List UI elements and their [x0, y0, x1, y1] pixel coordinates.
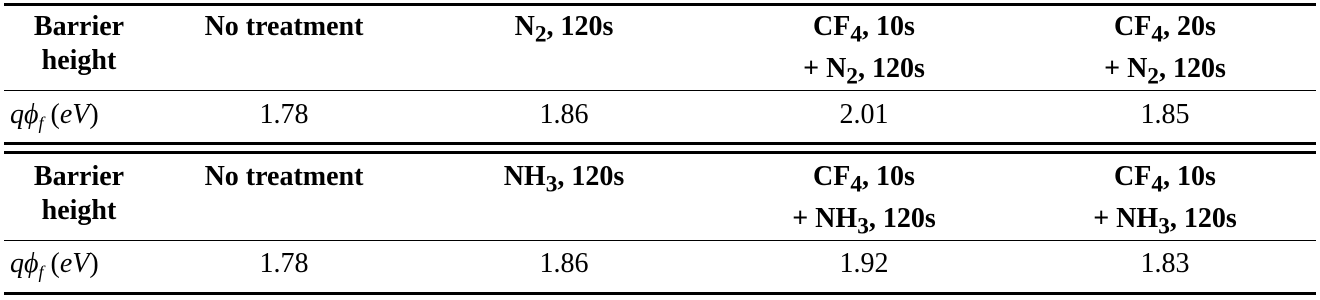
table1-header-barrier-height: Barrier height	[33, 11, 125, 76]
table1-bottom-rule	[4, 142, 1316, 145]
table1-header-no-treatment: No treatment	[204, 11, 364, 42]
table2-header-cf4-10s-nh3-b: $CF_4$, 10s + $NH_3$, 120s	[1093, 161, 1237, 240]
table1-top-rule	[4, 3, 1316, 6]
table1-value-no-treatment: 1.78	[259, 99, 309, 130]
table2-value-no-treatment: 1.78	[259, 248, 309, 279]
table1-header-cf4-10s-n2: $CF_4$, 10s + $N_2$, 120s	[803, 11, 925, 90]
table2-top-rule	[4, 151, 1316, 154]
table1-value-cf4-20s-n2: 1.85	[1140, 99, 1190, 130]
table1-header-cf4-20s-n2: $CF_4$, 20s + $N_2$, 120s	[1104, 11, 1226, 90]
table1-mid-rule	[4, 90, 1316, 91]
table1-value-n2: 1.86	[539, 99, 589, 130]
table2-header-no-treatment: No treatment	[204, 161, 364, 192]
table2-value-cf4-10s-nh3: 1.92	[839, 248, 889, 279]
table2-value-nh3: 1.86	[539, 248, 589, 279]
table2-qphi-label: $q\phi_f$ (eV)	[10, 248, 99, 282]
table1-value-cf4-10s-n2: 2.01	[839, 99, 889, 130]
table2-header-nh3: $NH_3$, 120s	[503, 161, 625, 198]
table2-bottom-rule	[4, 292, 1316, 295]
table2-header-cf4-10s-nh3: $CF_4$, 10s + $NH_3$, 120s	[792, 161, 936, 240]
table2-header-barrier-height: Barrier height	[33, 161, 125, 226]
table2-mid-rule	[4, 240, 1316, 241]
table2-value-cf4-10s-nh3-b: 1.83	[1140, 248, 1190, 279]
table1-qphi-label: $q\phi_f$ (eV)	[10, 99, 99, 133]
table1-header-n2: $N_2$, 120s	[514, 11, 614, 48]
